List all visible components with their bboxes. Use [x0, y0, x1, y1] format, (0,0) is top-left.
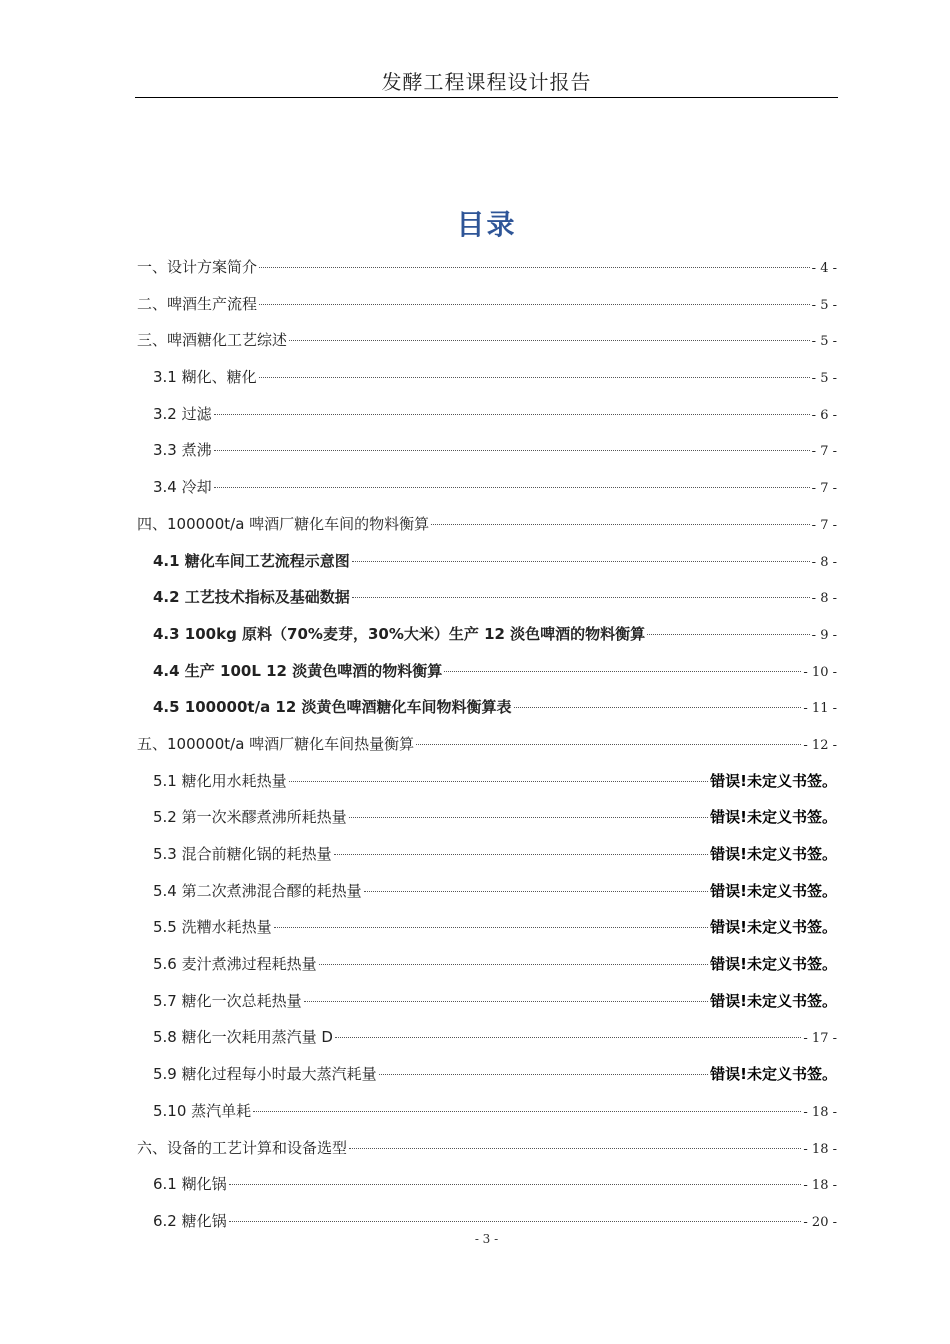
toc-entry[interactable]: [137, 692, 837, 729]
toc-page-number: - 11 -: [803, 701, 837, 717]
toc-entry-label: 5.9 糖化过程每小时最大蒸汽耗量: [153, 1065, 377, 1084]
toc-entry-label: 三、啤酒糖化工艺综述: [137, 331, 288, 350]
toc-dot-leader: [431, 524, 810, 525]
toc-bookmark-error: 错误!未定义书签。: [710, 955, 837, 974]
toc-entry-label: 5.7 糖化一次总耗热量: [153, 991, 302, 1010]
toc-dot-leader: [444, 671, 801, 672]
toc-entry-label: 3.1 糊化、糖化: [153, 368, 257, 387]
toc-entry-label: 5.2 第一次米醪煮沸所耗热量: [153, 808, 347, 827]
toc-entry-label: 5.10 蒸汽单耗: [153, 1101, 252, 1120]
toc-entry-label: 5.8 糖化一次耗用蒸汽量 D: [153, 1028, 333, 1047]
header-divider: [135, 97, 838, 98]
toc-dot-leader: [289, 340, 810, 341]
toc-entry-label: 一、设计方案简介: [137, 258, 258, 276]
toc-entry[interactable]: [137, 986, 837, 1023]
toc-page-number: - 10 -: [803, 664, 837, 680]
toc-entry-label: 5.1 糖化用水耗热量: [153, 771, 287, 790]
toc-dot-leader: [349, 817, 709, 818]
running-header-title: 发酵工程课程设计报告: [381, 70, 592, 94]
toc-dot-leader: [319, 964, 709, 965]
toc-entry[interactable]: [137, 509, 837, 546]
toc-entry[interactable]: [137, 399, 837, 436]
toc-entry[interactable]: [137, 619, 837, 656]
toc-entry-label: 3.3 煮沸: [153, 441, 212, 460]
toc-page-number: - 20 -: [803, 1214, 837, 1230]
toc-dot-leader: [274, 927, 709, 928]
toc-dot-leader: [335, 1037, 801, 1038]
toc-entry[interactable]: [137, 1169, 837, 1206]
toc-page-number: - 7 -: [811, 444, 837, 460]
toc-dot-leader: [647, 634, 810, 635]
toc-entry[interactable]: [137, 912, 837, 949]
toc-entry-label: 五、100000t/a 啤酒厂糖化车间热量衡算: [137, 734, 415, 753]
toc-entry-label: 六、设备的工艺计算和设备选型: [137, 1138, 348, 1157]
toc-dot-leader: [352, 597, 810, 598]
toc-entry[interactable]: [137, 1059, 837, 1096]
toc-dot-leader: [229, 1184, 802, 1185]
toc-entry-label: 5.5 洗糟水耗热量: [153, 918, 272, 937]
toc-entry[interactable]: [137, 656, 837, 693]
toc-dot-leader: [259, 304, 810, 305]
toc-entry-label: 4.4 生产 100L 12 淡黄色啤酒的物料衡算: [153, 661, 443, 680]
toc-dot-leader: [514, 707, 802, 708]
toc-page-number: - 8 -: [811, 554, 837, 570]
toc-page-number: - 12 -: [803, 737, 837, 753]
toc-entry[interactable]: [137, 1096, 837, 1133]
toc-entry[interactable]: [137, 766, 837, 803]
toc-dot-leader: [416, 744, 801, 745]
toc-entry[interactable]: [137, 839, 837, 876]
table-of-contents: [137, 252, 837, 1243]
toc-dot-leader: [259, 377, 810, 378]
toc-page-number: - 18 -: [803, 1141, 837, 1157]
toc-dot-leader: [214, 487, 810, 488]
toc-dot-leader: [259, 267, 810, 268]
toc-entry[interactable]: [137, 1133, 837, 1170]
toc-page-number: - 18 -: [803, 1178, 837, 1194]
toc-page-number: - 7 -: [811, 517, 837, 533]
toc-bookmark-error: 错误!未定义书签。: [710, 845, 837, 863]
toc-entry-label: 4.1 糖化车间工艺流程示意图: [153, 551, 350, 570]
toc-entry-label: 4.2 工艺技术指标及基础数据: [153, 588, 350, 607]
toc-dot-leader: [229, 1221, 802, 1222]
toc-page-number: - 6 -: [811, 407, 837, 423]
toc-page-number: - 9 -: [811, 627, 837, 643]
toc-entry[interactable]: [137, 252, 837, 289]
toc-entry-label: 4.3 100kg 原料（70%麦芽，30%大米）生产 12 淡色啤酒的物料衡算: [153, 624, 646, 643]
toc-entry-label: 5.4 第二次煮沸混合醪的耗热量: [153, 881, 362, 900]
toc-entry[interactable]: [137, 1022, 837, 1059]
toc-entry[interactable]: [137, 582, 837, 619]
toc-entry[interactable]: [137, 472, 837, 509]
toc-entry[interactable]: [137, 546, 837, 583]
toc-dot-leader: [334, 854, 709, 855]
toc-entry-label: 3.4 冷却: [153, 478, 212, 497]
toc-dot-leader: [253, 1111, 801, 1112]
toc-page-number: - 7 -: [811, 481, 837, 497]
toc-entry-label: 5.6 麦汁煮沸过程耗热量: [153, 955, 317, 974]
toc-entry-label: 3.2 过滤: [153, 404, 212, 423]
toc-entry-label: 二、啤酒生产流程: [137, 294, 258, 313]
toc-dot-leader: [289, 781, 709, 782]
toc-entry[interactable]: [137, 729, 837, 766]
toc-dot-leader: [214, 450, 810, 451]
toc-bookmark-error: 错误!未定义书签。: [710, 1065, 837, 1084]
toc-entry-label: 四、100000t/a 啤酒厂糖化车间的物料衡算: [137, 514, 430, 533]
toc-page-number: - 4 -: [811, 261, 837, 276]
toc-dot-leader: [304, 1001, 709, 1002]
toc-entry-label: 6.1 糊化锅: [153, 1175, 227, 1194]
toc-bookmark-error: 错误!未定义书签。: [710, 881, 837, 900]
toc-page-number: - 17 -: [803, 1031, 837, 1047]
toc-entry[interactable]: [137, 325, 837, 362]
toc-bookmark-error: 错误!未定义书签。: [710, 808, 837, 827]
toc-page-number: - 5 -: [811, 334, 837, 350]
toc-heading: 目录: [456, 208, 517, 241]
toc-entry[interactable]: [137, 362, 837, 399]
footer-page-number: - 3 -: [474, 1232, 499, 1246]
toc-entry[interactable]: [137, 876, 837, 913]
toc-page-number: - 8 -: [811, 591, 837, 607]
toc-dot-leader: [214, 414, 810, 415]
toc-page-number: - 5 -: [811, 371, 837, 387]
toc-entry-label: 6.2 糖化锅: [153, 1211, 227, 1230]
toc-bookmark-error: 错误!未定义书签。: [710, 991, 837, 1010]
toc-dot-leader: [364, 891, 709, 892]
toc-entry[interactable]: [137, 802, 837, 839]
toc-bookmark-error: 错误!未定义书签。: [710, 918, 837, 937]
toc-entry-label: 5.3 混合前糖化锅的耗热量: [153, 845, 332, 863]
toc-entry[interactable]: [137, 949, 837, 986]
toc-entry[interactable]: [137, 289, 837, 326]
toc-page-number: - 5 -: [811, 297, 837, 313]
toc-dot-leader: [379, 1074, 709, 1075]
toc-entry[interactable]: [137, 435, 837, 472]
toc-page-number: - 18 -: [803, 1104, 837, 1120]
toc-dot-leader: [349, 1148, 801, 1149]
toc-bookmark-error: 错误!未定义书签。: [710, 771, 837, 790]
toc-entry-label: 4.5 100000t/a 12 淡黄色啤酒糖化车间物料衡算表: [153, 698, 512, 717]
toc-dot-leader: [352, 561, 810, 562]
